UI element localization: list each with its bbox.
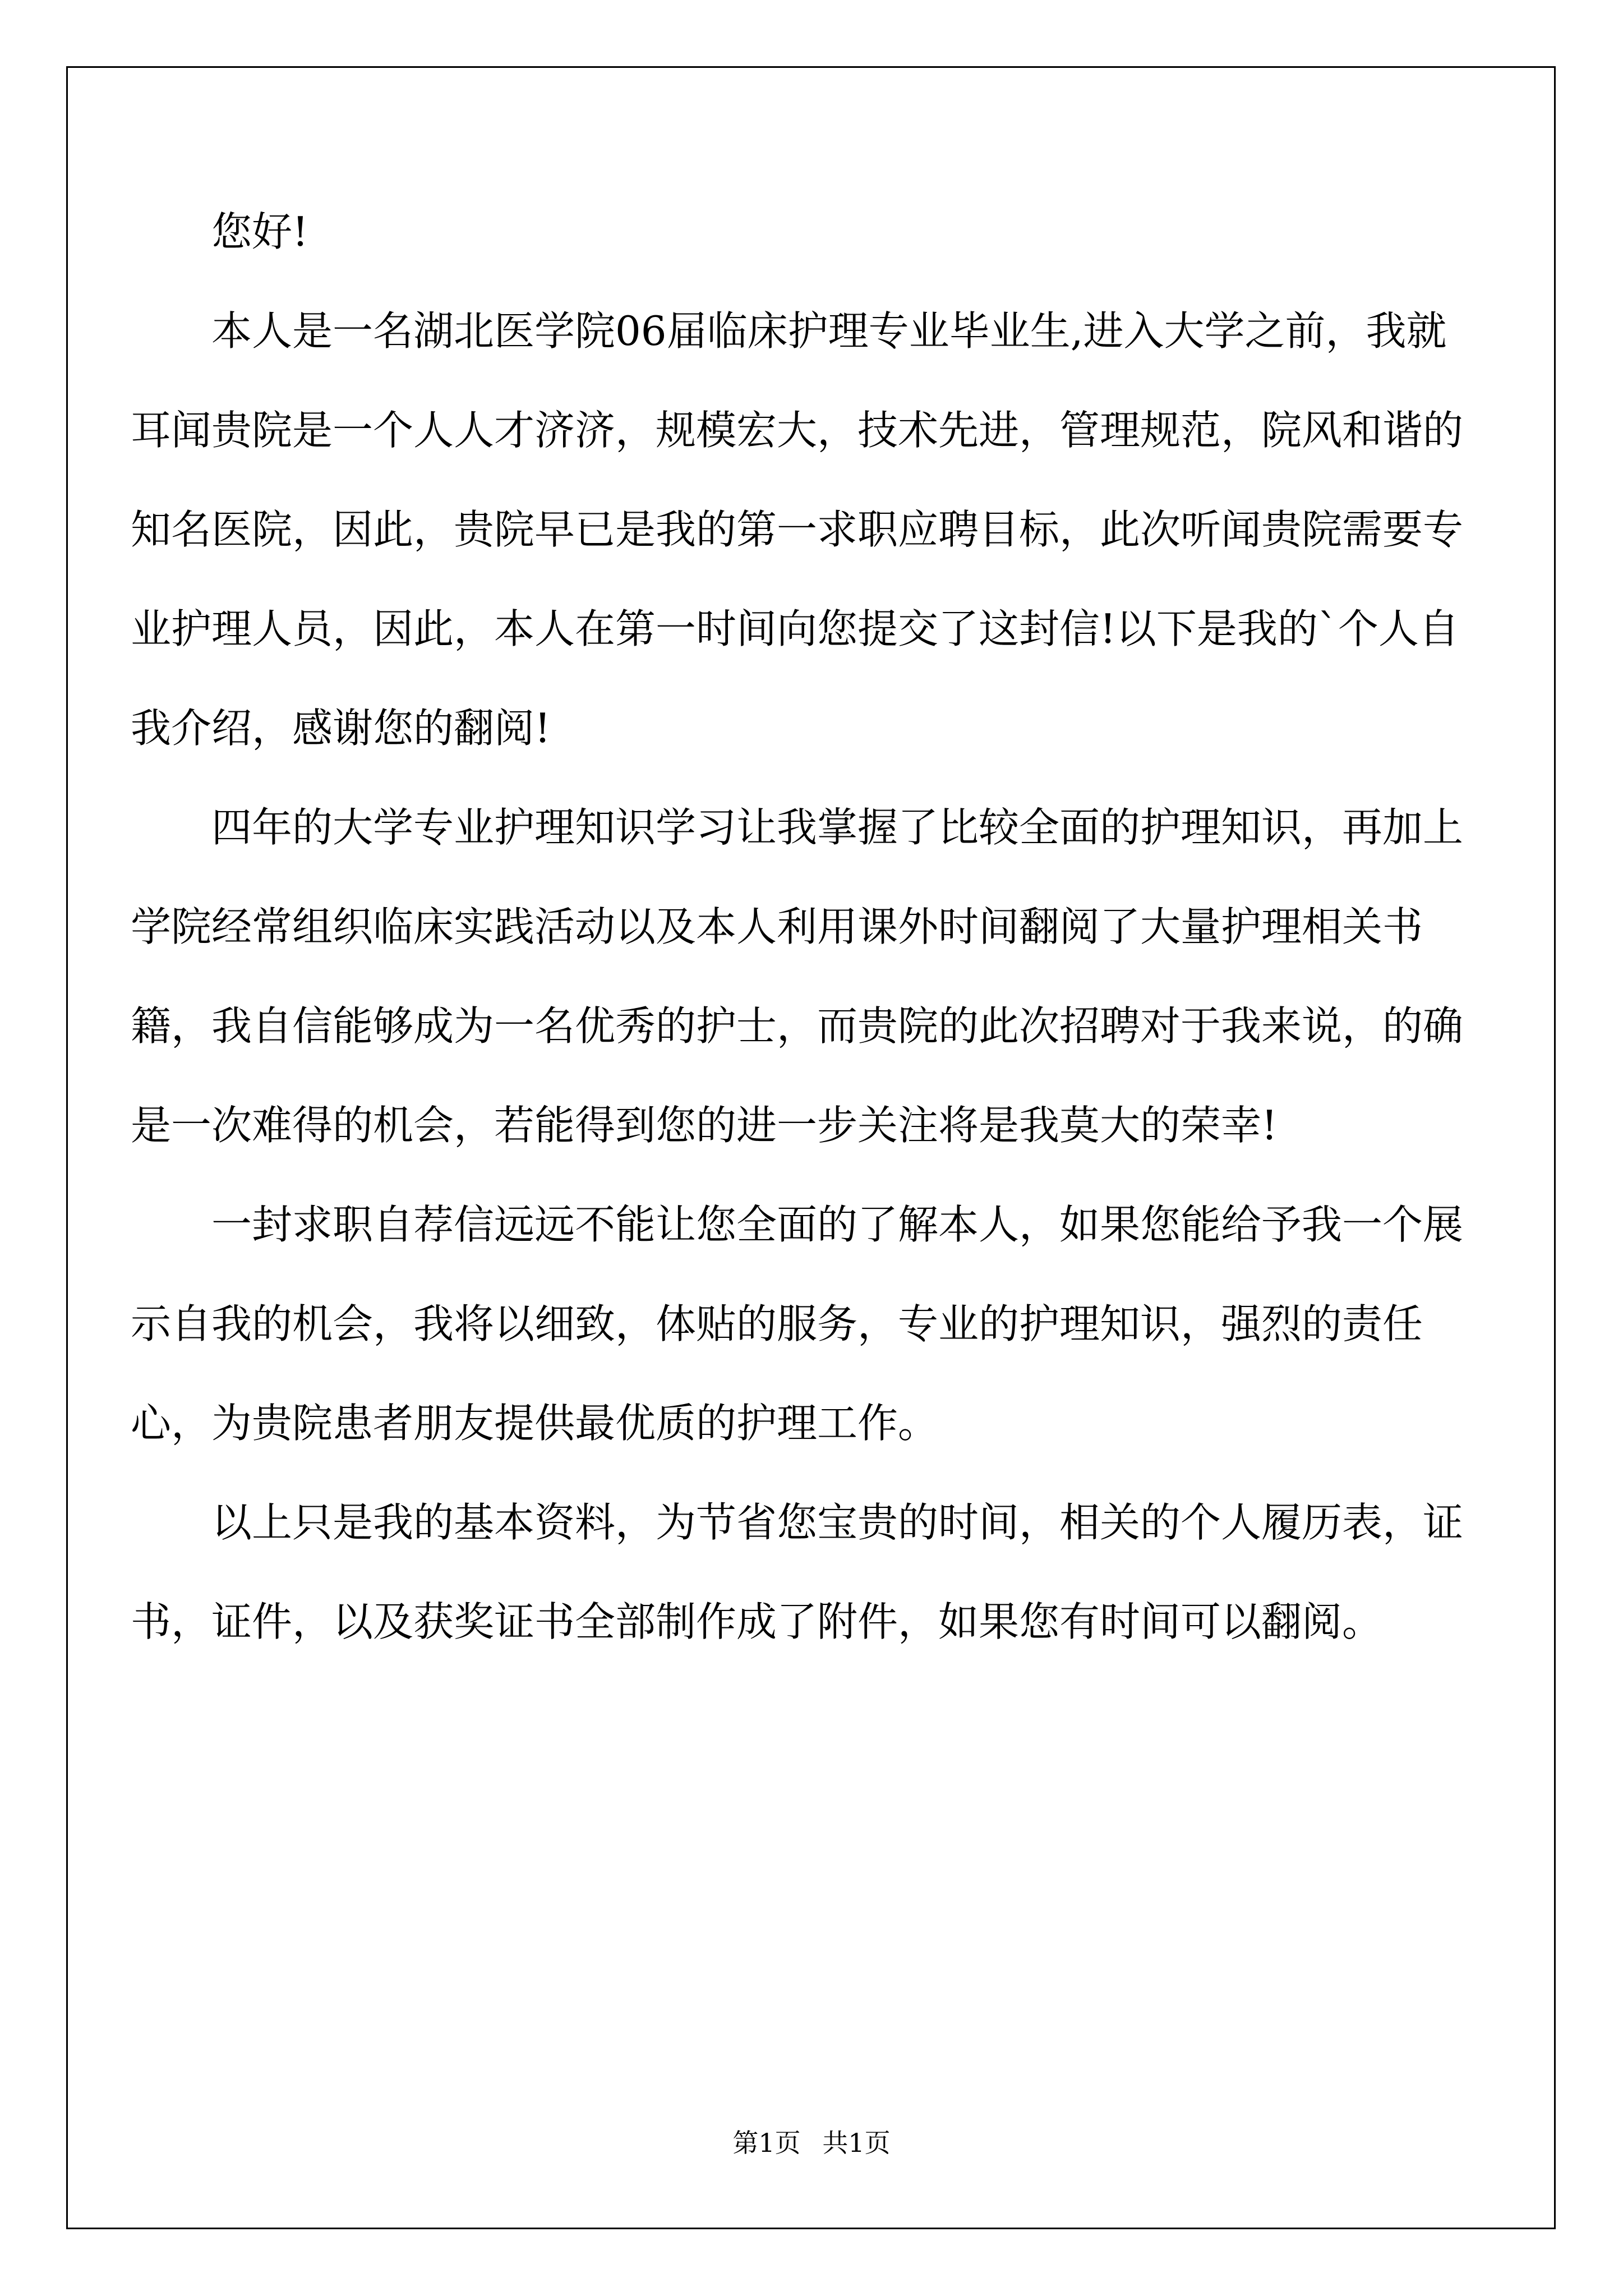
paragraph-closing: 以上只是我的基本资料，为节省您宝贵的时间，相关的个人履历表，证书，证件，以及获奖证书全部制作成了附件，如果您有时间可以翻阅。 xyxy=(131,1499,1464,1645)
paragraph-request: 一封求职自荐信远远不能让您全面的了解本人，如果您能给予我一个展示自我的机会，我将以细致，体贴的服务，专业的护理知识，强烈的责任心，为贵院患者朋友提供最优质的护理工作。 xyxy=(131,1201,1464,1447)
page-number: 第1页 xyxy=(732,2128,801,2158)
paragraph-greeting: 您好! xyxy=(211,208,308,255)
paragraph-skills: 四年的大学专业护理知识学习让我掌握了比较全面的护理知识，再加上学院经常组织临床实践活动以及本人利用课外时间翻阅了大量护理相关书籍，我自信能够成为一名优秀的护士，而贵院的此次招聘对于我来说，的确是一次难得的机会，若能得到您的进一步关注将是我莫大的荣幸! xyxy=(131,804,1464,1149)
page-footer xyxy=(0,2123,1623,2160)
paragraph-introduction: 本人是一名湖北医学院06届临床护理专业毕业生,进入大学之前，我就耳闻贵院是一个人人才济济，规模宏大，技术先进，管理规范，院风和谐的知名医院，因此，贵院早已是我的第一求职应聘目标，此次听闻贵院需要专业护理人员，因此，本人在第一时间向您提交了这封信!以下是我的`个人自我介绍，感谢您的翻阅! xyxy=(131,307,1464,752)
letter-body xyxy=(131,182,1477,1672)
page-total: 共1页 xyxy=(822,2128,891,2158)
